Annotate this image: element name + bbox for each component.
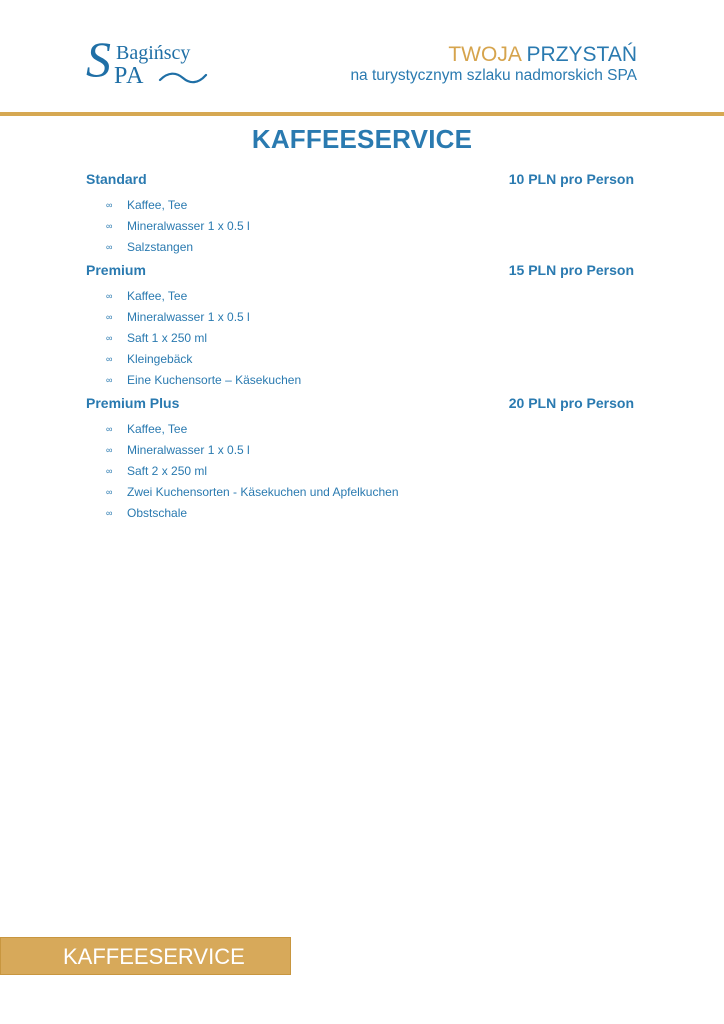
item-label: Mineralwasser 1 x 0.5 l <box>127 443 250 458</box>
package-standard <box>86 169 634 257</box>
package-price: 20 PLN pro Person <box>508 395 634 411</box>
item-label: Salzstangen <box>127 239 194 254</box>
infinity-bullet-icon: ∞ <box>106 374 113 385</box>
infinity-bullet-icon: ∞ <box>106 445 113 456</box>
list-item <box>86 328 634 349</box>
list-item <box>86 307 634 328</box>
header-divider <box>0 112 724 116</box>
item-label: Obstschale <box>127 505 188 520</box>
list-item <box>86 440 634 461</box>
tagline-title <box>350 43 637 66</box>
package-header <box>86 393 634 413</box>
tagline-word-twoja: TWOJA <box>448 43 521 66</box>
infinity-bullet-icon: ∞ <box>106 200 113 211</box>
list-item <box>86 369 634 390</box>
infinity-bullet-icon: ∞ <box>106 312 113 323</box>
page-title: KAFFEESERVICE <box>251 124 473 154</box>
item-label: Kleingebäck <box>127 351 193 366</box>
package-header <box>86 169 634 189</box>
infinity-bullet-icon: ∞ <box>106 291 113 302</box>
logo-letter-s: S <box>86 31 111 87</box>
item-label: Eine Kuchensorte – Käsekuchen <box>127 372 302 387</box>
package-header <box>86 260 634 280</box>
item-label: Saft 2 x 250 ml <box>127 463 208 478</box>
package-name: Premium <box>86 262 146 278</box>
footer-section-label: KAFFEESERVICE <box>63 944 245 969</box>
item-label: Mineralwasser 1 x 0.5 l <box>127 310 250 325</box>
list-item <box>86 195 634 216</box>
baginscy-spa-logo <box>86 31 216 94</box>
item-label: Kaffee, Tee <box>127 422 188 437</box>
infinity-bullet-icon: ∞ <box>106 221 113 232</box>
package-price: 10 PLN pro Person <box>508 171 634 187</box>
package-name: Premium Plus <box>86 395 180 411</box>
package-premium-plus <box>86 393 634 523</box>
package-price: 15 PLN pro Person <box>508 262 634 278</box>
infinity-bullet-icon: ∞ <box>106 486 113 497</box>
list-item <box>86 419 634 440</box>
logo-pa: PA <box>114 63 145 89</box>
infinity-bullet-icon: ∞ <box>106 507 113 518</box>
infinity-bullet-icon: ∞ <box>106 465 113 476</box>
package-premium <box>86 260 634 390</box>
footer-section-tab <box>0 937 291 975</box>
item-label: Kaffee, Tee <box>127 289 188 304</box>
list-item <box>86 481 634 502</box>
logo-name: Bagińscy <box>116 42 191 64</box>
item-label: Zwei Kuchensorten - Käsekuchen und Apfelkuchen <box>127 484 399 499</box>
list-item <box>86 348 634 369</box>
list-item <box>86 286 634 307</box>
item-label: Saft 1 x 250 ml <box>127 330 208 345</box>
list-item <box>86 237 634 258</box>
list-item <box>86 216 634 237</box>
list-item <box>86 461 634 482</box>
infinity-bullet-icon: ∞ <box>106 424 113 435</box>
infinity-bullet-icon: ∞ <box>106 332 113 343</box>
list-item <box>86 502 634 523</box>
wave-icon <box>158 70 208 86</box>
package-item-list <box>86 286 634 390</box>
item-label: Mineralwasser 1 x 0.5 l <box>127 219 250 234</box>
package-name: Standard <box>86 171 147 187</box>
package-item-list <box>86 195 634 257</box>
package-item-list <box>86 419 634 523</box>
tagline-word-przystan: PRZYSTAŃ <box>526 43 637 66</box>
tagline-subtitle: na turystycznym szlaku nadmorskich SPA <box>350 67 637 85</box>
infinity-bullet-icon: ∞ <box>106 353 113 364</box>
item-label: Kaffee, Tee <box>127 198 188 213</box>
infinity-bullet-icon: ∞ <box>106 241 113 252</box>
header-tagline <box>350 43 637 86</box>
